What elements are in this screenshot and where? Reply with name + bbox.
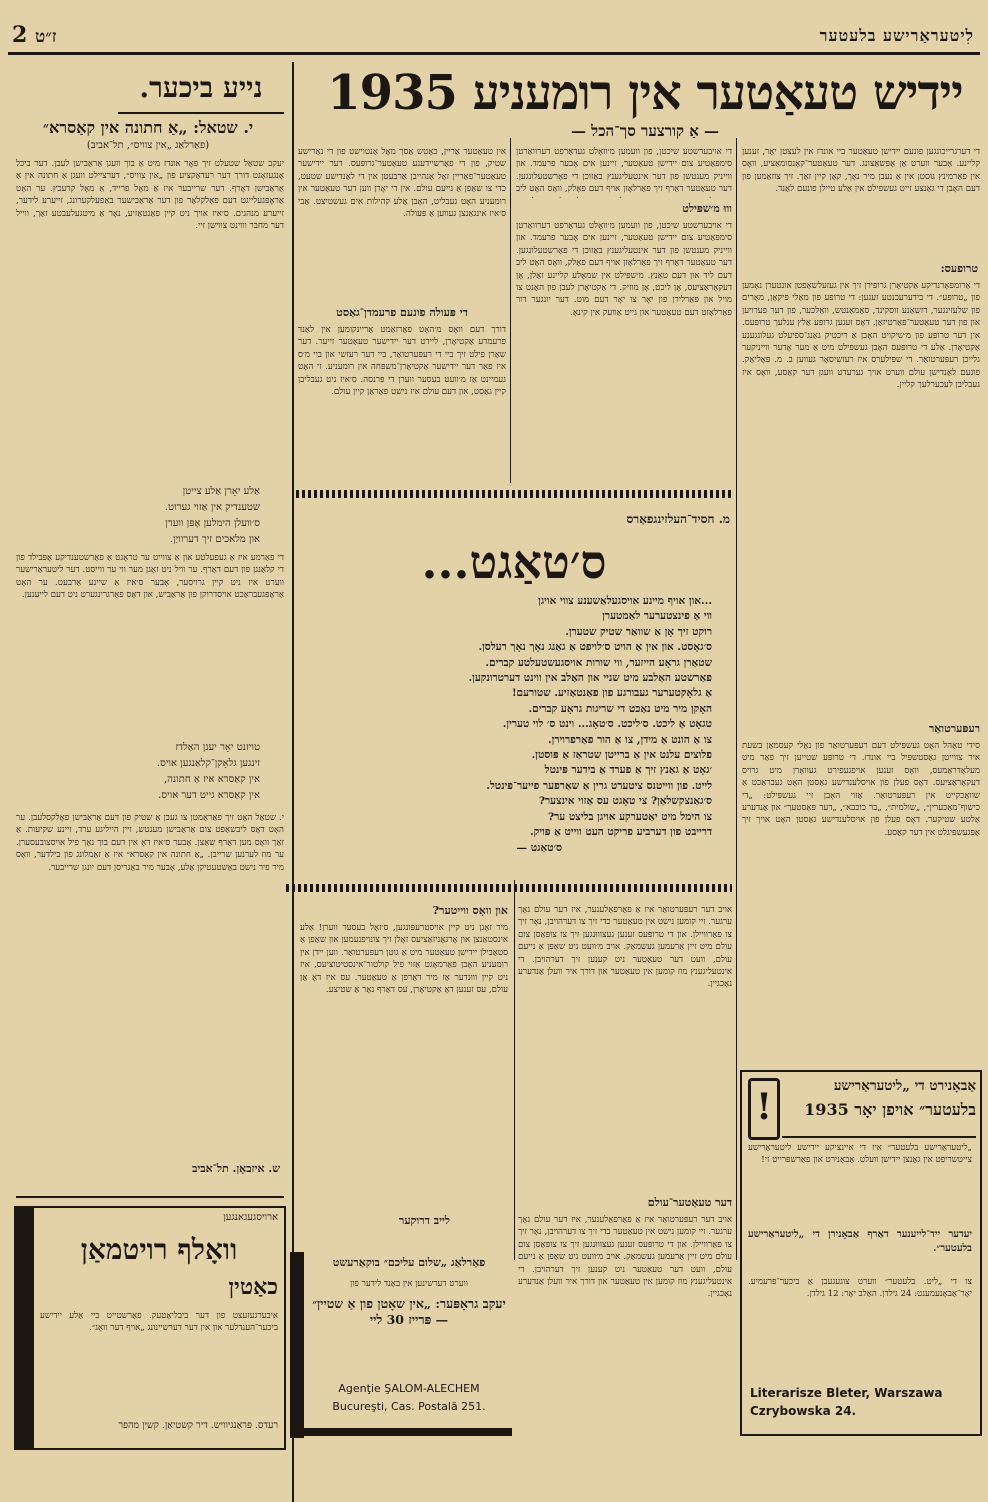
poem-line: ס׳גאַנצקשלאַן? צי טאָגט עס אַזוי אינצער?	[538, 795, 712, 808]
ad-rule1	[782, 1136, 976, 1138]
col-rule-2	[510, 138, 511, 483]
verse-line: זינגען גלאָקן־קלאַנגען אויס.	[156, 758, 260, 769]
book-review-pub: (פאַרלאַג „אין צוויס״, תל־אביב)	[86, 140, 210, 151]
troupes-text: די אַרומפאָרנדיקע אַקטיאָרן גרופּירן זיך אין געזעלשאַפטן אונטערן נאָמען פון „טרופּע״. די בידערעכנטע זענען: די טרופּע פון מאַלי פּיקאָן, מאָרים פון שלעזינגער, דזשאַנע זוסקינד, סאַמאַנטש, וואַלכער, פון דער פערויען און פון דער טעאַטער־פּאַרטיזאַן. דאָס זענען גרופּע אַלץ ענלעך טרופּעס. אין דער טרופּע פון מ׳שיקויט האָבן אַ ריכטיק גאַנג־ספיעלט געלונגענע אַקטיאָרן. אַלע די טרופּעס האָבן געשפּילט מיט אַ מער אָדער ווייניקער גלייכן רעפּערטואַר. די שפּילערס איז רעזשיסאָר געווען ב. מ. פּאָליאַק. פונעם לאַנדישן עולם ווערט אויך גערעדט וועגן דער קאַסע, וואָס איז געבליבן לעכערלעך קליין.	[742, 281, 980, 391]
masthead: לִיטעראַרישע בלעטער	[819, 26, 974, 45]
poem-line: טגאָט אַ ליכט. ס׳ליכט. ס׳טאָג... וינט ס׳ לוי טערין.	[502, 718, 712, 731]
ad-body2: יעדער ייד־לייענער דאַרף אַבאָנירן די „ליטעראַרישע בלעטער״.	[748, 1229, 972, 1254]
verse-line: אין קאַסרא גייט דער אויס.	[158, 790, 260, 801]
repertoire-text: סידי טאַהל האָט געשפּילט דעם רעפּערטואַר פון נאַלי קעסמאַן בשעת איר צווייטן גאַסטשפּיל ביי אונדז. די טרופּע שטייען זיך פאַר מיט מעלאָדראַמעס, וואָס זענען אויפגעפירט געוואָרן מיט גרויס דעקאָראַציעס. דאָס פעלן פון אויסלענדישע גאַסטן האָט געבראַכט אַ שוואַכקייט אין רעפּערטואַר. אַזוי האָבן זיי געשפּילט: „די כישוף־מאַכערין״, „שולמית״, „בר כוכבא״, „דער פּאַסטעך״ און אַנדערע אַלטע שטיקער. דאָס פעלן פון אויסלענדישע גאַסטן האָט אויך זיך אָפּגעשפּיגלט אין דער קאַסע.	[742, 741, 980, 838]
book-review-text: יעקב שטאַל שטעלט זיך פאָר אונדז מיט אַ בוך וועגן אַראַבישן לעבן. דער ביכל אָנגעזאָגט דורך דער רעדאַקציע פון „אין צוויס״, דערציילט וועגן אַ חתונה אין אַ אַראַבישן דאָרף. דער שרייבער איז אַ מאָל פרייד, אַ מאָל קרעכץ. ער האָט אַראָפּגעלייגט דעם פאָלקלאָר פון דער אַראַבישער באַפעלקערונג, זייערע לידער, זייערע מנהגים. ס׳איז אויך ניט קיין פאַנטאַזיע, נאָר אַ מיטגעלעבטע זאַך, ווייל דער מחבר וווינט צווישן זיי.	[16, 159, 284, 232]
poem-line: שטאַרן גראָע הייזער, ווי שורות אויסגעשטעלטע קברים.	[485, 656, 712, 669]
exclaim-icon: !	[748, 1078, 780, 1140]
verse-line: און מלאכים זיך דערוויַן.	[169, 534, 260, 545]
middle-left-text: אין טעאַטער אַריין, כאָטש אַסך מאָל אַנטוישט פון די נאַרישע שטיק, פון די פאַרשיידענע טעאַטער־גרופּעס. דער יידישער טעאַטער־פאַריין זאָל אָנהייבן אַרבעטן אין די לאַנדישע שטעט, כדי צו שאַפן אַ נייעם עולם. אין די יאָרן ווען דער טעאַטער אין רומעניע האָט געבליט, האָבן אַלע קהילות אים געשטיצט. אַבי ס׳איז אינגאַנצן געווען אַ פּעולה.	[298, 147, 506, 220]
header-rule	[8, 52, 980, 55]
who-plays-text: די אויבערשטע שיכטן, פון וועמען מ׳וואָלט געדאַרפט דערוואַרטן סימפּאַטיע צום יידישן טעאַטער, זיינען אים אָבער פרעמד. און ווייניק מענטשן פון דער אינטעליגענץ באַזוכן די פאָרשטעלונגען. דער טעאַטער דאַרף זיך פאַרלאָזן אויף דעם פאָלק, וואָס האָט ליב דעם ליד און דעם טאַנץ. מ׳שפּילט אין שמאָלע קליינע זאַלן, אָן דעקאָראַציעס, אָן ליכט, אָן מוזיק. די אַקטיאָרן לעבן פון האַנט צו מויל און פאַרלירן פון יאָר צו יאָר דעם מוט. דער יונגער דור פאַרלאָזט דעם טעאַטער און גייט אַוועק אין קינאָ.	[516, 221, 732, 318]
shalom-latin2: Bucureşti, Cas. Postală 251.	[332, 1400, 486, 1413]
col-rule-1	[736, 138, 737, 1260]
ad-line1: אַבאָנירט די „ליטעראַרישע	[833, 1078, 976, 1094]
article-intro: די דערגרייכונגען פונעם יידישן טעאַטער ביי אונדז אין לעצטן יאָר, זענען קליינע. אָבער ווערט אַן אָפּשאַצונג. דער טעאַטער־קאָנסומאַציע, וואָס אין פאַרמינץ גוּסטן אין אַ נעבן מיר נאָך, קאָן קיין זאַך. זיך צוזאַמען פון דעם האָבן די גאַנצע זייט געשפילט אין אַלע טיילן פונעם לאַנד.	[742, 147, 980, 195]
col-rule-4	[514, 880, 515, 1260]
theatre-world-heading: דער טעאַטער־עולם	[647, 1196, 732, 1209]
wolf-ad	[14, 1206, 286, 1450]
poem-line: דרייבט פון דערביע פריקט העט ווייט אַ פּויק.	[530, 826, 712, 839]
shalom-ad-bar	[290, 1252, 304, 1438]
page-number	[12, 22, 56, 48]
troupes-heading: טרופעס:	[940, 262, 978, 275]
book-review-text2: די פאַרמע איז אַ געפעלטע און אַ צווייט ער טראָגט אַ פאַרשטענדיקע אָפּבילד פון די קלאַנגן פון דעם דאָרף. ער וויל ניט זאָגן מער ווי ער ווייסט. דער ליטעראַרישער ווערט איז ניט קיין גרויסער, אָבער ס׳איז אַ שיינע אַרבעט. ער האָט אַראָפּגעבראַכט אויסדרוקן פון אַראַביש, און דאָס פאַרגרינגערט ניט דעם לייענען.	[16, 553, 284, 601]
page-number-value: 2	[12, 22, 28, 48]
poem-author: מ. חסיד־העלזינגפאַרס	[626, 512, 730, 526]
lit-bleter-ad	[740, 1070, 982, 1436]
poem-line: ס׳טאַגט —	[516, 841, 562, 854]
poem-line: צו אַ הונט אַ מידן, צו אַ הור פאַרפרוירן.	[548, 733, 712, 746]
poem-line: ...און אויף מיינע אויסגעלאַשענע צווי אויגן	[538, 595, 712, 607]
poem-line: רוקט זיך אָן אַ שוואַר שטיק שטערן.	[565, 625, 712, 638]
main-subtitle: — אַ קורצער סך־הכל —	[570, 122, 720, 140]
ad-prices: צו די „ליט. בלעטער״ ווערט צוגעגעבן אַ ביכער־פּרעמיע. יאָר־אַבאָנעמענט: 24 גילדן. האַלב יאָר: 12 גילדן.	[748, 1277, 972, 1300]
shalom-ad-bottom-bar	[290, 1428, 512, 1436]
ad-line2: בלעטער״ אויפן יאָר 1935	[804, 1100, 976, 1119]
poem-line: אַ גלאָקטערער געבורגע פון פאַנטאַזיע. שטורעם!	[511, 687, 712, 700]
verse-line: טויזנט יאָר יענן האַלדז	[175, 742, 260, 753]
what-next-text: מיר זאָגן ניט קיין אויסטרעפּונגען, ס׳זאָל בעסער ווערן! אַלע אינסטאַנצן און אָרגאַניזאַציעס זאָלן זיך צונויפנעמען און שאַפן אַ סטאַבילן יידישן טעאַטער מיט אַ גוטן רעפּערטואַר. ווען יידן אין רומעניע האָבן פאַרמאָגט אַזוי פיל קולטור־אינסטיטוציעס, איז ניט קיין וווּנדער אַז מיר דאַרפן אַ טעאַטער. עס איז דאָ אַן עולם, עס זענען דאָ אַקטיאָרן, עס דאַרף נאָר אַ שטיצע.	[300, 923, 508, 996]
verse-line: שטענדיק אין אַזוי גערוט.	[164, 502, 260, 513]
ad-address: Literarisze Bleter, Warszawa Czrybowska 24.	[750, 1386, 943, 1418]
new-books-rule	[118, 112, 284, 114]
wolf-name: וואָלף רויטמאַן	[80, 1233, 238, 1266]
verse-line: ס׳וועלן הימלען אָפּן ווערן	[165, 518, 260, 529]
left-col-rule	[16, 1196, 284, 1198]
who-plays-heading: וווּ מ׳שפּילט	[682, 202, 732, 215]
middle-right-text: די אויבערשטע שיכטן, פון וועמען מ׳וואָלט געדאַרפט דערוואַרטן סימפּאַטיע צום יידישן טעאַטער, זיינען אים אָבער פרעמד. און ווייניק מענטשן פון דער אינטעליגענץ באַזוכן די פאָרשטעלונגען. דער טעאַטער דאַרף זיך פאַרלאָזן אויף דעם פאָלק, וואָס האָט ליב	[516, 147, 732, 195]
poem-line: לייט. פון ווייטנס ציטערט גרין אַ שאַרפער פייער־פּינטל.	[486, 779, 712, 792]
poem-lines	[320, 594, 712, 884]
verse-line: אַלע יאָרן אַלע צייטן	[182, 486, 260, 497]
wolf-footer: רעדס. פּראַנגיוויש. דיר קשטיאַן. קשין מהפר	[118, 1420, 278, 1431]
page-header	[0, 22, 988, 50]
shalom-ad	[290, 1252, 512, 1438]
shalom-desc: ווערט דערשינען אין באַנד לידער פון	[350, 1279, 468, 1289]
wolf-desc: איבערגעזעצט פון דער ביבליאָטעק. פאַרשטייט ביי אַלע יידישע ביכער־הענדלער און אין דער דערשיינונג „אויף דער וואָג״.	[40, 1311, 278, 1334]
poem-line: ׳גאָט אַ גאַנץ זיך אַ פערד אַ בידער פּינטל	[544, 764, 712, 777]
repertoire-heading: רעפּערטואַר	[928, 722, 980, 735]
poem-line: ס׳גאָסט. און אין אַ הויט ס׳לויפט אַ גאַנג נאָך נאָך רעלסן.	[478, 641, 712, 654]
poem-line: פלוצים עלנט אין אַ ברייטן שטראַז אַ פּוסטן.	[531, 749, 712, 762]
poem-line: פאַרשטע האַלבע מיט שניי און האַלב אין ווינט דערטרונקען.	[468, 672, 712, 685]
wolf-title: כאַטין	[228, 1274, 278, 1300]
shalom-publisher: פאַרלאַג „שלום עליכם״ בוקאַרעשט	[332, 1256, 486, 1269]
lower-mid-right-text: אויב דער רעפּערטואַר איז אַ פאַרפאַלענער, איז דער עולם נאָך ערגער. זיי קומען נישט אין טעאַטער כדי זיך צו דערהויבן, נאָר זיך צו פאַרוויילן. און די טרופּעס זענען געצוווּנגען זיך צו צופּאַסן צום עולם מיט זיין אַרעמען געשמאַק. אויב מ׳וועט ניט שאַפן אַ נייעם עולם, וועט דער טעאַטער ניט קענען זיך דערהויבן. די אינטעליגענץ מוז קומען אין טעאַטער און דורך איר וועלן אַנדערע נאָכגיין.	[518, 905, 732, 990]
poem-top-border	[296, 490, 732, 498]
poem-line: האָקן מיר מיט נאַכט די שריגות גראָע קברים.	[528, 702, 712, 715]
ad-body: „ליטעראַרישע בלעטער״ איז די איינציקע יידישע ליטעראַרישע צייטשריפט אין גאַנצן יידישן וועלט. אַבאָנירט און פאַרשפּרייט זי!	[748, 1143, 972, 1166]
poem-bottom-border	[286, 884, 732, 892]
new-books-heading: נייע ביכער.	[139, 71, 263, 104]
shalom-latin1: Agenţie ŞALOM-ALECHEM	[338, 1382, 480, 1395]
poem-line: ווי אַ פינצטערער לאַמטערן	[602, 610, 712, 623]
wolf-ad-left-bar	[16, 1208, 34, 1448]
theatre-world-text: אויב דער רעפּערטואַר איז אַ פאַרפאַלענער, איז דער עולם נאָך ערגער. זיי קומען נישט אין טעאַטער כדי זיך צו דערהויבן, נאָר זיך צו פאַרוויילן. און די טרופּעס זענען געצוווּנגען זיך צו צופּאַסן צום עולם מיט זיין אַרעמען געשמאַק. אויב מ׳וועט ניט שאַפן אַ נייעם עולם, וועט דער טעאַטער ניט קענען זיך דערהויבן. די אינטעליגענץ מוז קומען אין טעאַטער און דורך איר וועלן אַנדערע נאָכגיין.	[518, 1215, 732, 1300]
main-headline: יידיש טעאַטער אין רומעניע 1935	[327, 65, 963, 121]
verse-line: אין קאַסרא איז אַ חתונה,	[163, 774, 260, 785]
book-review-signature: ש. איזבאָן. תל־אביב	[192, 1162, 280, 1175]
book-review-verses	[60, 484, 260, 548]
book-review-text3: י. שטאַל האָט זיך פאַראַמטן צו געבן אַ שטיק פון דעם אַראַבישן פאָלקסלעבן. ער האָט דאָס ליבשאַפט צום אַראַבישן מענטש, זיין הייליגע ערד, זיינע שקיעות. אַ זאַך וואָס מען דאַרף שאַצן. אָבער ס׳איז דאָ אין דעם בוך נאָך פיל אויסצובעסערן. ער מוז לערנען שרייבן. „אַ חתונה אין קאַסרא״ איז אַ זאַמלונג פון בילדער, וואָס מיר פיר נישט באַשטעטיקן אַלע, אָבער מיר באַגריסן דעם יונגן שרייבער.	[16, 813, 284, 873]
poem-line: צו הימל מיט יאַטערקע אויגן בליצט ער?	[547, 810, 712, 823]
outcome-heading: די פּעולה פונעם פרעמדן־גאַסט	[336, 306, 468, 319]
wolf-label: ארויסגעגאנגען	[223, 1212, 278, 1223]
book-review-title: י. שטאל: „אַ חתונה אין קאַסרא״	[42, 118, 254, 137]
poem-title: ס׳טאַגט...	[421, 535, 607, 589]
shalom-book: יעקב גראָפּער: „אין שאָטן פון אַ שטיין״ — פּרייז 30 ליי	[312, 1296, 506, 1327]
what-next-signature: לייב דרוקער	[398, 1214, 450, 1227]
what-next-heading: און וואָס ווייטער?	[432, 904, 508, 917]
outcome-text: דורך דעם וואָס מ׳האָט פאַרזאַמט אַריינקומען אין לאַנד פרעמדע אַקטיאָרן, ליידט דער יידישער טעאַטער זייער. דער שאַרן פילט זיך ביי די רעפּערטואַר, ביי דער רעזשי און ביי מ׳ס איז פאַר דער יידישער אַקטיאָרן־משפּחה אין רומעניע. זי האָט געמיינט אַז מ׳וועט בעסער ווערן די פּרנסה. ס׳איז ניט געבליבן קיין גאַסט, און דעם עולם איז נישט פאַראַן קיין עולם.	[298, 325, 506, 398]
page-date: ז״ט	[34, 27, 57, 47]
book-review-verses2	[60, 740, 260, 804]
